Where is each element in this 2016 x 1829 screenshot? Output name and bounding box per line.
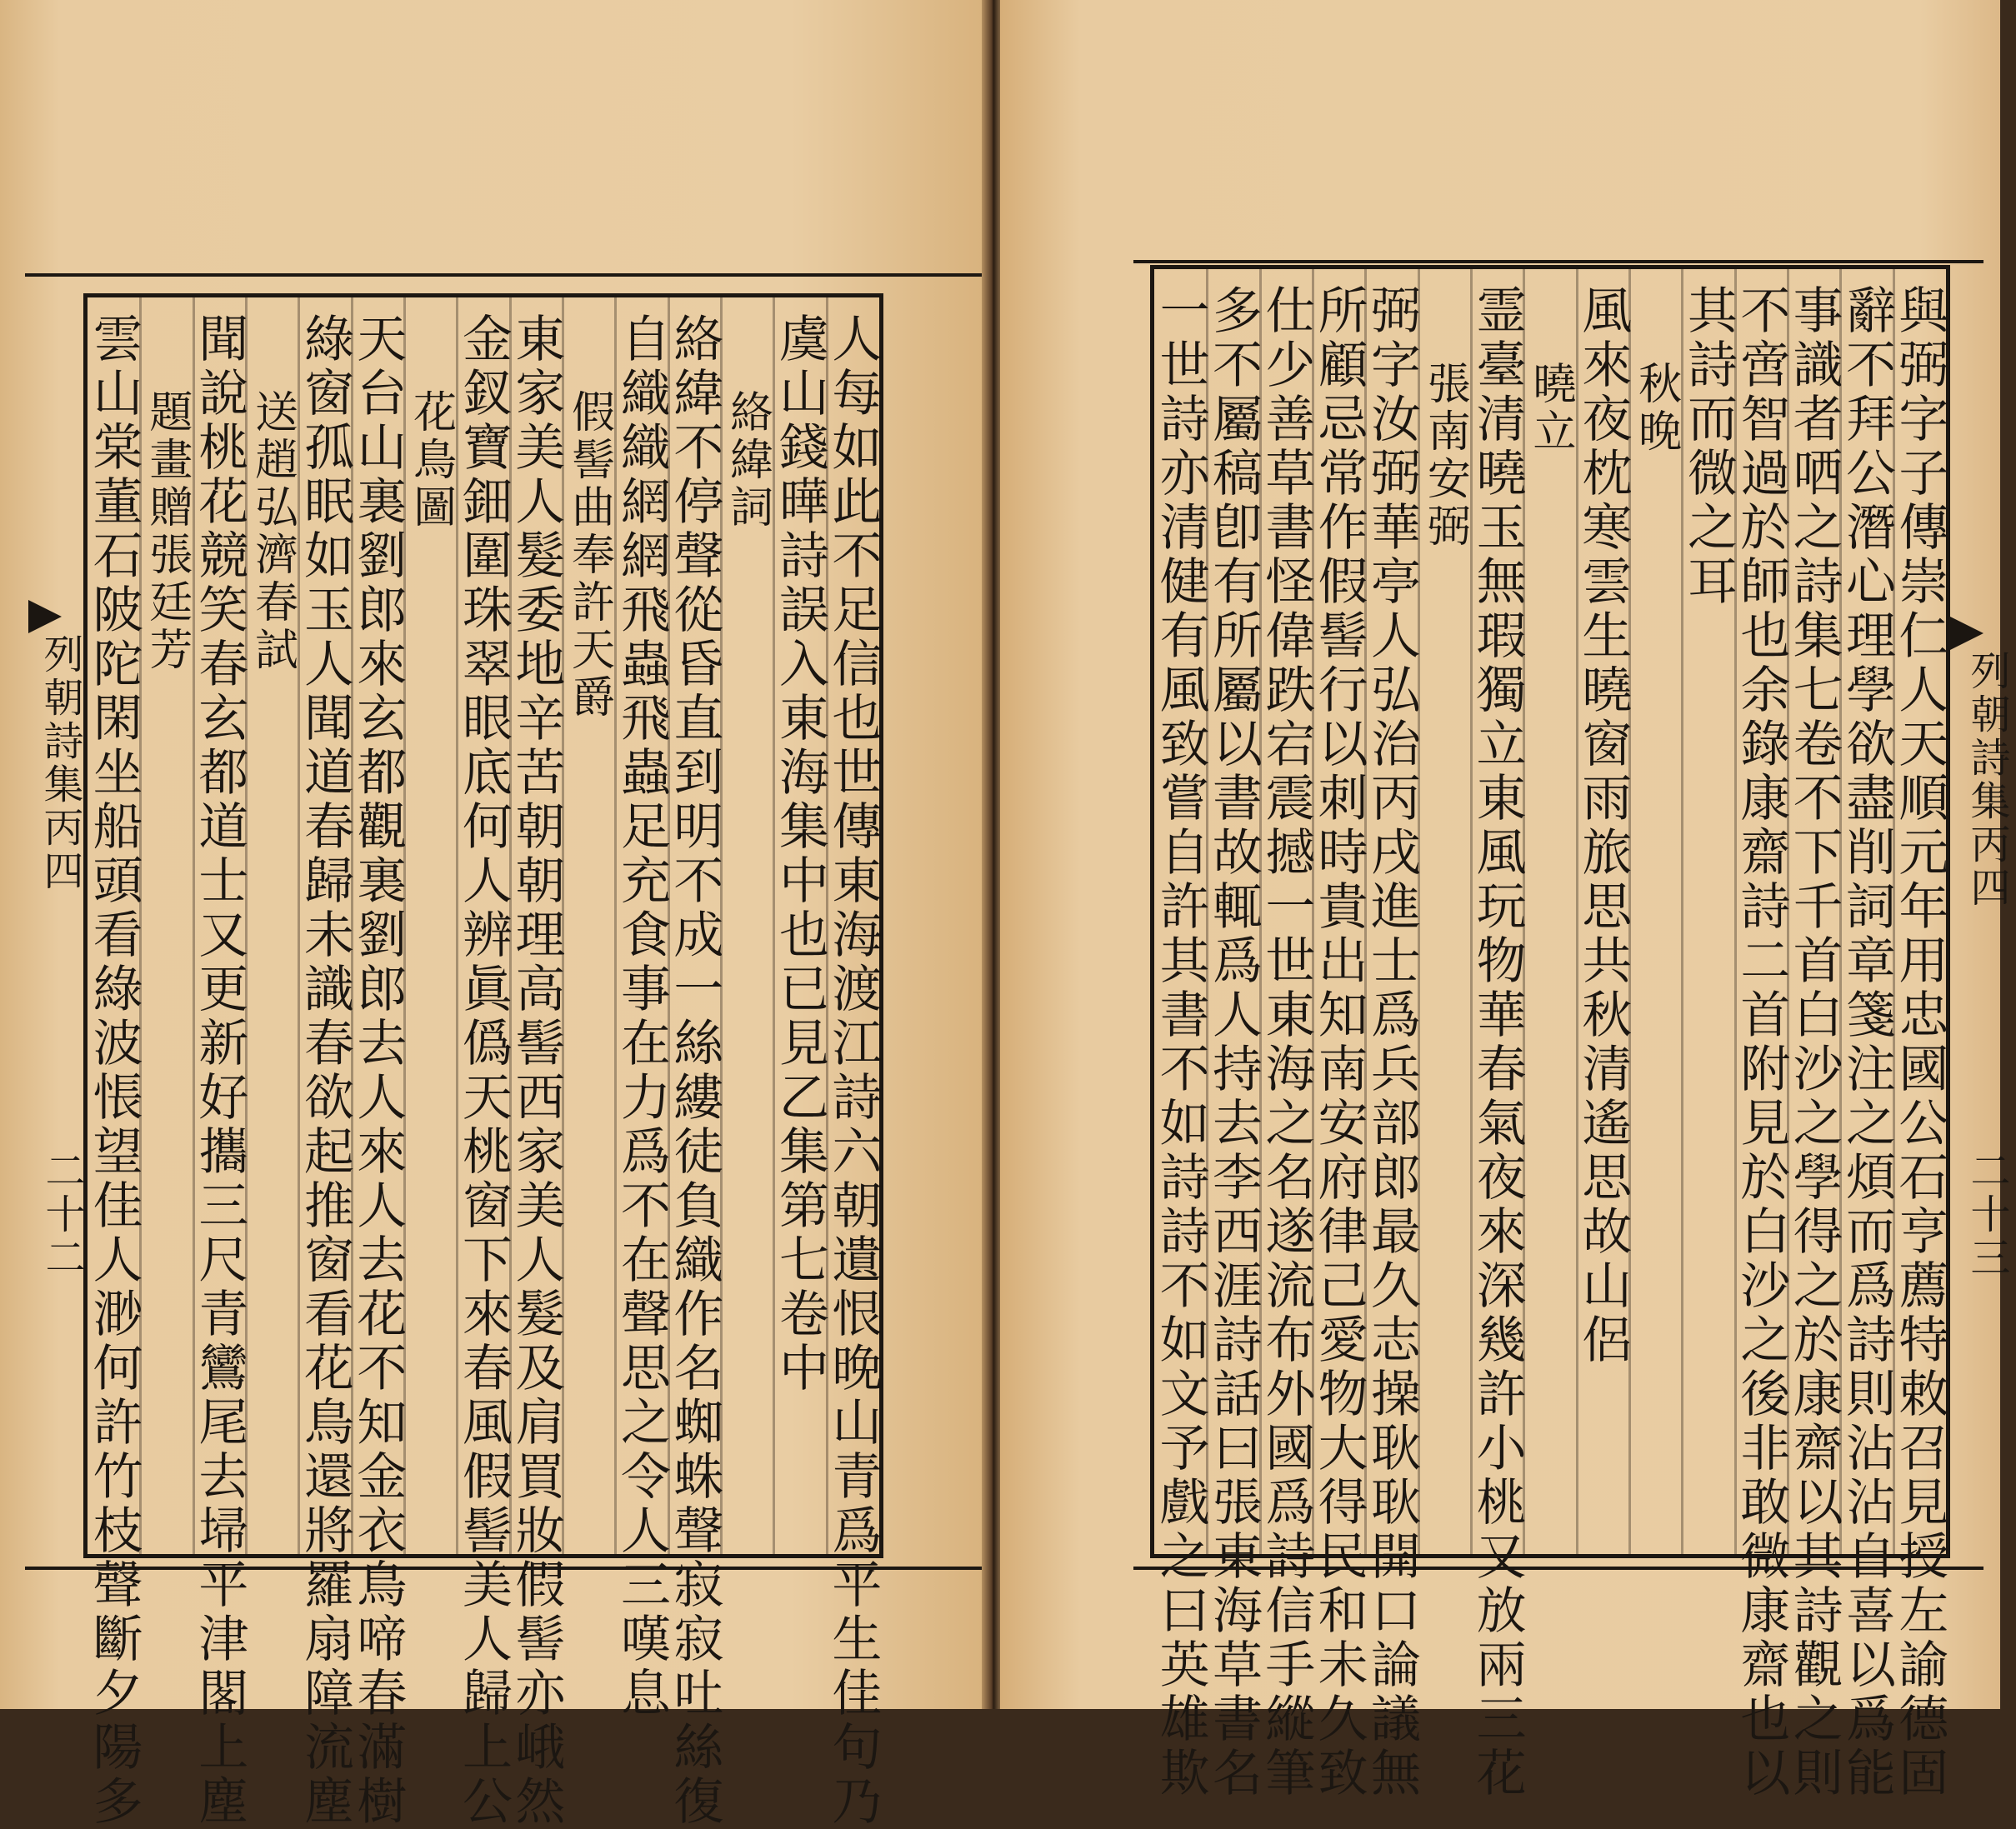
poem-title-column: 張南安弼: [1419, 361, 1470, 551]
text-column: 事識者哂之詩集七卷不下千首白沙之學得之於康齋以其詩觀之則: [1784, 284, 1843, 1801]
right-page-number: 二十三: [1963, 1150, 2010, 1280]
left-page-number: 二十二: [38, 1150, 85, 1280]
right-fold-mark: [1950, 617, 1983, 650]
poem-title-column: 題畫贈張廷芳: [142, 389, 192, 674]
text-column: 辭不拜公潛心理學欲盡削詞章箋注之煩而爲詩則沾沾自喜以爲能: [1838, 284, 1896, 1801]
column-separator: [1470, 269, 1473, 1554]
text-column: 東家美人髮委地辛苦朝朝理高髻西家美人髮及肩買妝假髻亦峨然: [507, 312, 566, 1829]
left-fold-mark: [28, 600, 62, 633]
text-column: 天台山裏劉郎來玄都觀裏劉郎去人來人去花不知金衣鳥啼春滿樹: [348, 312, 408, 1829]
text-column: 所顧忌常作假髻行以刺時貴出知南安府律己愛物大得民和未久致: [1309, 284, 1368, 1801]
text-column: 聞說桃花競笑春玄都道士又更新好攜三尺青鸞尾去埽平津閣上塵: [190, 312, 249, 1829]
column-separator: [193, 297, 195, 1554]
left-top-rule: [25, 273, 983, 277]
text-column: 與弼字子傳崇仁人天順元年用忠國公石亨薦特敕召見授左諭德固: [1890, 284, 1949, 1801]
column-separator: [456, 297, 458, 1554]
right-margin-label: 列朝詩集丙四: [1963, 650, 2010, 910]
left-margin-label: 列朝詩集丙四: [37, 633, 83, 893]
right-text-frame: [1150, 265, 1950, 1801]
text-column: 其詩而微之耳: [1679, 284, 1738, 609]
text-column: 弼字汝弼華亭人弘治丙戌進士爲兵部郎最久志操耿耿開口論議無: [1363, 284, 1421, 1801]
text-column: 風來夜枕寒雲生曉窗雨旅思共秋清遙思故山侶: [1573, 284, 1633, 1367]
left-column-area: [84, 297, 883, 1829]
text-column: 自織織網網飛蟲飛蟲足充食事在力爲不在聲思之令人三嘆息: [613, 312, 671, 1721]
text-column: 仕少善草書怪偉跌宕震撼一世東海之名遂流布外國爲詩信手縱筆: [1257, 284, 1316, 1801]
text-column: 人每如此不足信也世傳東海渡江詩六朝遺恨晚山青爲平生佳句乃: [823, 312, 883, 1829]
poem-title-column: 花鳥圖: [405, 389, 456, 532]
text-column: 絡緯不停聲從昏直到明不成一絲縷徒負織作名蜘蛛聲寂寂吐絲復: [665, 312, 724, 1829]
column-separator: [773, 297, 775, 1554]
text-column: 多不屬稿卽有所屬以書故輒爲人持去李西涯詩話曰張東海草書名: [1204, 284, 1263, 1801]
right-page: [1000, 0, 2010, 1801]
text-column: 綠窗孤眠如玉人聞道春歸未識春欲起推窗看花鳥還將羅扇障流塵: [296, 312, 354, 1829]
left-text-frame: [83, 293, 883, 1829]
column-separator: [1681, 269, 1683, 1554]
poem-title-column: 秋晚: [1630, 361, 1681, 456]
column-separator: [298, 297, 300, 1554]
poem-title-column: 曉立: [1525, 361, 1575, 456]
text-column: 一世詩亦清健有風致嘗自許其書不如詩詩不如文予戲之曰英雄欺: [1151, 284, 1210, 1801]
text-column: 不啻智過於師也余錄康齋詩二首附見於白沙之後非敢微康齋也以: [1732, 284, 1791, 1801]
poem-title-column: 絡緯詞: [722, 389, 773, 532]
text-column: 金釵寶鈿圍珠翠眼底何人辨眞僞天桃窗下來春風假髻美人歸上公: [454, 312, 513, 1829]
column-separator: [1576, 269, 1578, 1554]
text-column: 虞山錢曄詩誤入東海集中也已見乙集第七卷中: [771, 312, 829, 1396]
text-column: 霊臺清曉玉無瑕獨立東風玩物華春氣夜來深幾許小桃又放兩三花: [1468, 284, 1527, 1801]
right-column-area: [1151, 269, 1949, 1801]
column-separator: [614, 297, 617, 1554]
poem-title-column: 假髻曲奉許天爵: [563, 389, 614, 722]
poem-title-column: 送趙弘濟春試: [247, 389, 298, 674]
left-page: [0, 0, 988, 1829]
text-column: 雲山棠董石陂陀閑坐船頭看綠波悵望佳人渺何許竹枝聲斷夕陽多: [84, 312, 143, 1829]
right-top-rule: [1133, 260, 1983, 263]
